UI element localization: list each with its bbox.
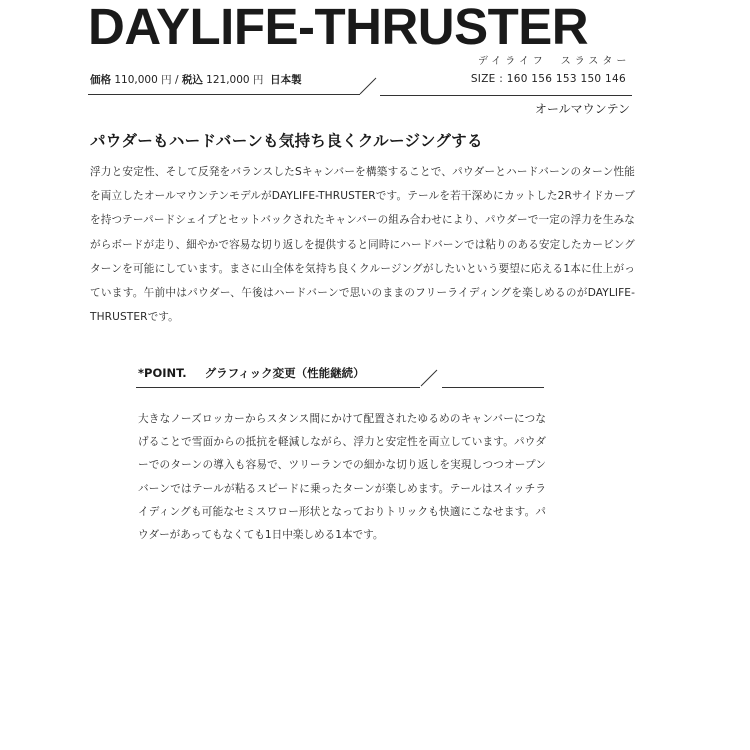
price-label: 価格 (90, 74, 111, 86)
point-underline (136, 387, 420, 388)
main-body-text: 浮力と安定性、そして反発をバランスしたSキャンバーを構築することで、パウダーとハードバーンのターン性能を両立したオールマウンテンモデルがDAYLIFE-THRUSTERです。テールを若干深めにカットした2Rサイドカーブを持つテーパードシェイプとセットバックされたキャンバーの組み合わせにより、パウダーで一定の浮力を生みながらボードが走り、細やかで容易な切り返しを提供すると同時にハードバーンでは粘りのある安定したカービングターンを可能にしています。まさに山全体を気持ち良くクルージングがしたいという要望に応える1本に仕上がっています。午前中はパウダー、午後はハードバーンで思いのままのフリーライディングを楽しめるのがDAYLIFE-THRUSTERです。 (90, 166, 635, 324)
origin-label: 日本製 (270, 74, 302, 86)
point-label: *POINT. (138, 366, 187, 380)
tax-label: 税込 (181, 74, 203, 86)
size-underline (380, 95, 632, 96)
tax-value: 121,000 円 (206, 74, 264, 86)
price-value: 110,000 円 / (114, 74, 179, 86)
point-right-underline (442, 387, 544, 388)
point-heading (138, 365, 365, 381)
category-label: オールマウンテン (534, 102, 630, 116)
header-slash-divider (360, 78, 378, 96)
point-body-text: 大きなノーズロッカーからスタンス間にかけて配置されたゆるめのキャンバーにつなげることで雪面からの抵抗を軽減しながら、浮力と安定性を両立しています。パウダーでのターンの導入も容易で、ツリーランでの細かな切り返しを実現しつつオープンバーンではテールが粘るスピードに乗ったターンが楽しめます。テールはスイッチライディングも可能なセミスワロー形状となっておりトリックも快適にこなせます。パウダーがあってもなくても1日中楽しめる1本です。 (138, 413, 546, 542)
point-slash-divider (421, 370, 439, 388)
product-title-kana: デイライフ スラスター (478, 56, 631, 67)
product-title: DAYLIFE-THRUSTER (88, 0, 589, 55)
main-headline: パウダーもハードバーンも気持ち良くクルージングする (90, 132, 483, 150)
size-list: SIZE : 160 156 153 150 146 (470, 73, 626, 85)
price-info (90, 72, 302, 87)
point-title: グラフィック変更（性能継続） (204, 366, 365, 380)
price-underline (88, 94, 360, 95)
